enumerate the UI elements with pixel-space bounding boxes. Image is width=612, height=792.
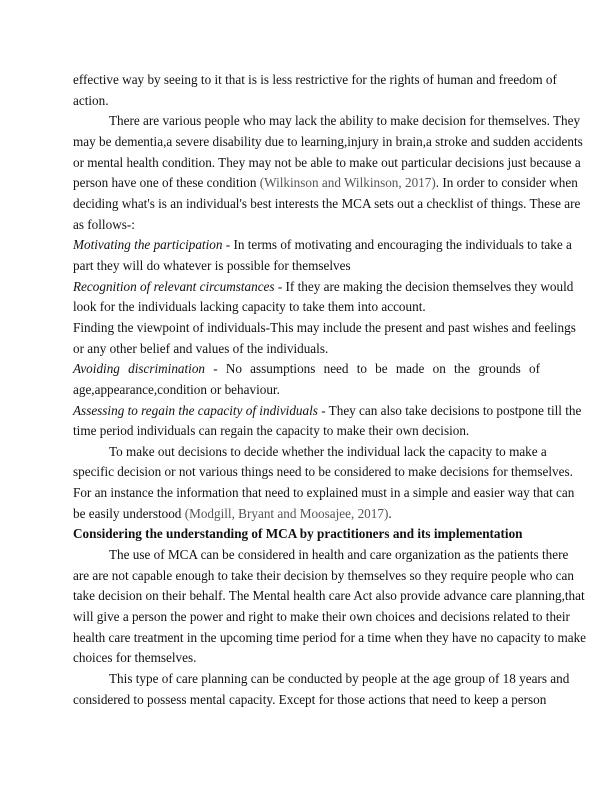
paragraph: [73, 442, 575, 525]
text-line: [73, 421, 540, 442]
text-span: or mental health condition. They may not be able to make out particular decisions just because a: [73, 154, 581, 170]
text-line: [73, 173, 578, 194]
text-line: [73, 628, 587, 649]
text-line: [73, 483, 575, 504]
heading-text: Considering the understanding of MCA by practitioners and its implementation: [73, 526, 523, 542]
text-line: [73, 132, 583, 153]
paragraph: [73, 359, 540, 400]
text-line: [73, 462, 573, 483]
text-span: time period individuals can regain the capacity to make their own decision.: [73, 423, 470, 439]
text-span: - No assumptions need to be made on the grounds of: [205, 361, 541, 377]
text-span: - If they are making the decision themselves they would: [274, 278, 574, 294]
text-span: - They can also take decisions to postpone till the: [317, 402, 582, 418]
document-page: [73, 70, 587, 710]
text-line: [73, 690, 547, 711]
text-line: [73, 359, 540, 380]
paragraph: [73, 669, 570, 710]
italic-term: Recognition of relevant circumstances: [73, 278, 275, 294]
citation: (Modgill, Bryant and Moosajee, 2017): [184, 505, 389, 521]
text-span: part they will do whatever is possible for themselves: [73, 257, 351, 273]
text-span: - In terms of motivating and encouraging the individuals to take a: [222, 237, 572, 253]
text-span: effective way by seeing to it that is is less restrictive for the rights of human and freedom of: [73, 72, 557, 87]
paragraph: [73, 235, 572, 276]
text-span: as follows-:: [73, 216, 135, 232]
paragraph: [73, 277, 574, 318]
text-span: will give a person the power and right to make their own choices and decisions related to their: [73, 609, 570, 625]
text-span: or any other belief and values of the individuals.: [73, 340, 329, 356]
italic-term: Avoiding discrimination: [73, 361, 206, 377]
text-span: There are various people who may lack the ability to make decision for themselves. They: [109, 113, 581, 129]
text-line: [73, 442, 547, 463]
text-span: This type of care planning can be conducted by people at the age group of 18 years and: [109, 671, 570, 687]
section-heading: [73, 524, 540, 545]
text-span: be easily understood: [73, 505, 185, 521]
text-span: action.: [73, 92, 109, 108]
text-span: are are not capable enough to take their decision by themselves so they require people who can: [73, 567, 574, 583]
text-line: [73, 545, 569, 566]
text-line: [73, 297, 540, 318]
text-span: .: [388, 505, 392, 521]
text-line: [73, 91, 540, 112]
text-span: choices for themselves.: [73, 650, 197, 666]
text-line: [73, 277, 574, 298]
text-line: [73, 339, 540, 360]
text-line: [73, 669, 570, 690]
italic-term: Motivating the participation: [73, 237, 223, 253]
text-span: The use of MCA can be considered in health and care organization as the patients there: [109, 547, 569, 563]
text-span: health care treatment in the upcoming time period for a time when they have no capacity to make: [73, 629, 587, 645]
text-span: deciding what's is an individual's best interests the MCA sets out a checklist of things. These are: [73, 195, 581, 211]
text-line: [73, 504, 540, 525]
paragraph: [73, 70, 557, 111]
paragraph: [73, 401, 582, 442]
text-span: To make out decisions to decide whether the individual lack the capacity to make a: [109, 443, 547, 459]
paragraph: [73, 318, 576, 359]
text-span: specific decision or not various things need to be considered to make decisions for themselves.: [73, 464, 573, 480]
text-line: [73, 235, 572, 256]
text-span: person have one of these condition: [73, 175, 260, 191]
text-line: [73, 566, 574, 587]
text-span: considered to possess mental capacity. Except for those actions that need to keep a person: [73, 691, 547, 707]
text-span: Finding the viewpoint of individuals-This may include the present and past wishes and feelings: [73, 319, 576, 335]
text-line: [73, 215, 540, 236]
text-line: [73, 256, 540, 277]
text-line: [73, 586, 585, 607]
paragraph: [73, 545, 587, 669]
text-line: [73, 111, 581, 132]
text-span: For an instance the information that need to explained must in a simple and easier way that can: [73, 485, 575, 501]
text-line: [73, 607, 570, 628]
text-line: [73, 380, 540, 401]
italic-term: Assessing to regain the capacity of individuals: [73, 402, 318, 418]
text-span: look for the individuals lacking capacity to take them into account.: [73, 299, 426, 315]
text-span: may be dementia,a severe disability due to learning,injury in brain,a stroke and sudden accidents: [73, 133, 583, 149]
citation: (Wilkinson and Wilkinson, 2017): [259, 175, 436, 191]
text-span: take decision on their behalf. The Mental health care Act also provide advance care planning,that: [73, 588, 585, 604]
paragraph: [73, 111, 583, 235]
text-line: [73, 524, 540, 545]
text-line: [73, 648, 540, 669]
text-span: age,appearance,condition or behaviour.: [73, 381, 280, 397]
text-span: . In order to consider when: [435, 175, 578, 191]
text-line: [73, 70, 557, 91]
text-line: [73, 401, 582, 422]
text-line: [73, 153, 581, 174]
text-line: [73, 194, 581, 215]
text-line: [73, 318, 576, 339]
